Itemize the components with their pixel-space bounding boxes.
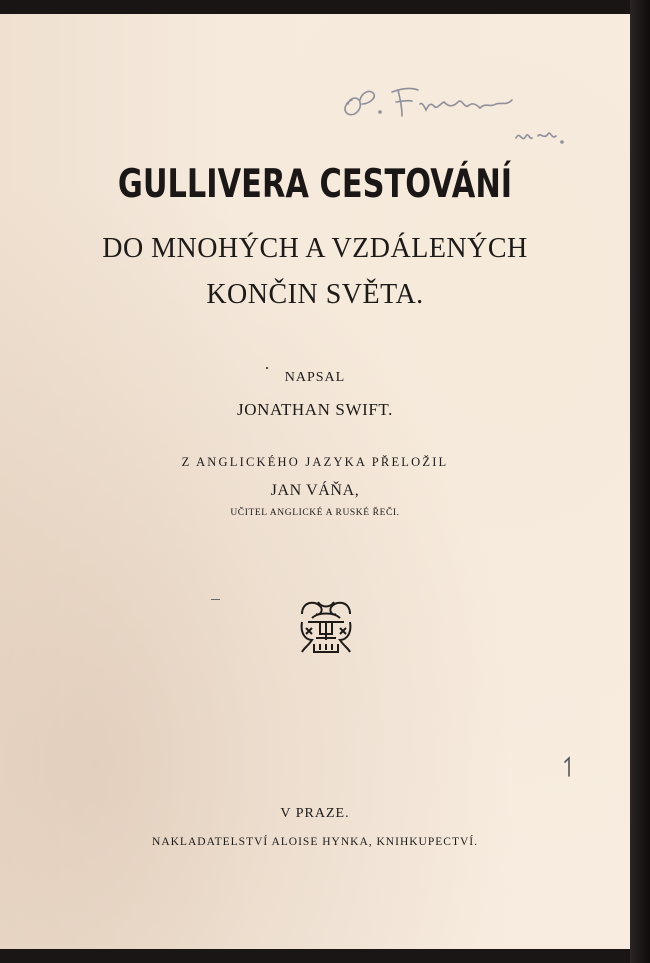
top-edge	[0, 0, 650, 14]
book-title: GULLIVERA CESTOVÁNÍ	[117, 162, 513, 207]
book-spine-edge	[630, 0, 650, 963]
subtitle-line-1: DO MNOHÝCH A VZDÁLENÝCH	[102, 233, 528, 264]
publication-place: V PRAZE.	[280, 806, 350, 821]
handwritten-signature	[340, 84, 580, 174]
translator-name: JAN VÁŇA,	[270, 482, 360, 499]
ink-speck	[266, 367, 268, 369]
title-page	[0, 14, 630, 949]
author-name: JONATHAN SWIFT.	[236, 400, 393, 419]
art-nouveau-vignette-icon	[298, 598, 354, 653]
translator-description: UČITEL ANGLICKÉ A RUSKÉ ŘEČI.	[230, 508, 400, 518]
translated-from-label: Z ANGLICKÉHO JAZYKA PŘELOŽIL	[181, 455, 449, 469]
book-subtitle	[0, 226, 630, 318]
pencil-dash	[211, 599, 220, 600]
subtitle-line-2: KONČIN SVĚTA.	[206, 279, 424, 310]
pencil-number-mark	[562, 756, 574, 778]
napsal-label: NAPSAL	[284, 370, 346, 385]
publisher-name: NAKLADATELSTVÍ ALOISE HYNKA, KNIHKUPECTVÍ.	[152, 836, 478, 848]
